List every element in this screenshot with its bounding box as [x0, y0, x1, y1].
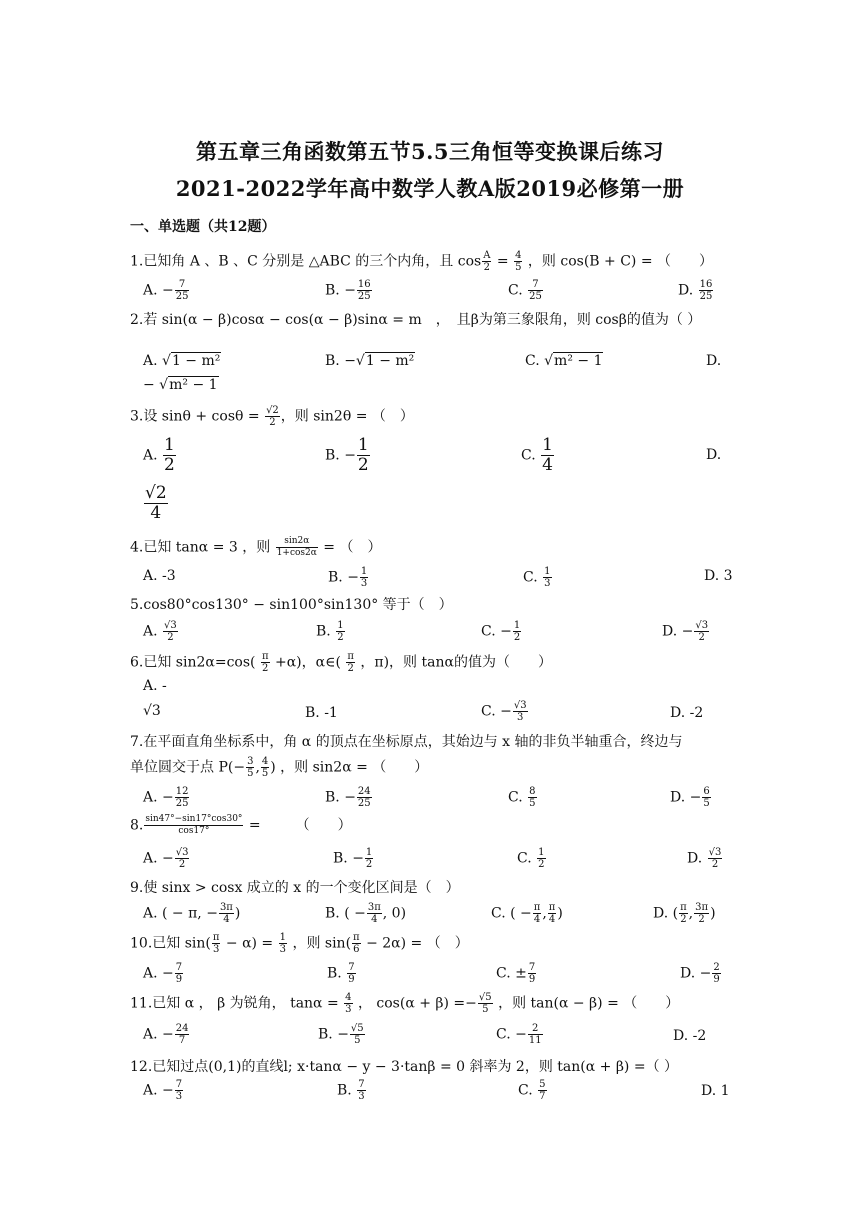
option-3d[interactable]: D. [706, 447, 722, 463]
option-9b[interactable]: B. ( − $\frac{3\pi}{4}$ , 0) [325, 902, 407, 925]
option-5c[interactable]: C. − $\frac{1}{2}$ [481, 620, 521, 643]
option-4d[interactable]: D. 3 [704, 568, 733, 584]
document-title-line-2: 2021-2022学年高中数学人教A版2019必修第一册 [175, 176, 685, 201]
option-4b[interactable]: B. − $\frac{1}{3}$ [328, 566, 368, 589]
option-1b[interactable]: B. − $\frac{16}{25}$ [325, 279, 371, 302]
option-2c[interactable]: C. √m² − 1 [525, 353, 603, 369]
question-3: 3.设 sinθ + cosθ = $\frac{√2}{2}$ ，则 sin2θ = （ ） [130, 405, 414, 428]
option-4a[interactable]: A. -3 [143, 568, 176, 584]
option-6a-continuation: √3 [143, 703, 161, 719]
fraction: $\frac{4}{5}$ [515, 250, 522, 273]
option-5b[interactable]: B. $\frac{1}{2}$ [316, 620, 344, 643]
option-1a[interactable]: A. − $\frac{7}{25}$ [143, 279, 189, 302]
section-heading: 一、单选题（共12题） [130, 219, 276, 235]
question-12: 12.已知过点(0,1)的直线l; x·tanα − y − 3·tanβ = 0 斜率为 2，则 tan(α + β) =（ ） [130, 1059, 679, 1075]
question-1: 1.已知角 A 、B 、C 分别是 △ABC 的三个内角，且 cos $\frac{A}{2}$ = $\frac{4}{5}$ ，则 cos(B + C) = （ ） [130, 250, 714, 273]
option-6b[interactable]: B. -1 [305, 705, 338, 721]
option-1c[interactable]: C. $\frac{7}{25}$ [508, 279, 542, 302]
option-3c[interactable]: C. $\frac{1}{4}$ [521, 435, 553, 475]
option-10c[interactable]: C. ± $\frac{7}{9}$ [496, 962, 536, 985]
option-3a[interactable]: A. $\frac{1}{2}$ [143, 435, 175, 475]
option-6c[interactable]: C. − $\frac{√3}{3}$ [481, 700, 527, 723]
question-4: 4.已知 tanα = 3 ，则 $\frac{\sin 2\alpha}{1+\cos 2\alpha}$ = （ ） [130, 536, 382, 558]
option-9a[interactable]: A. ( − π, − $\frac{3\pi}{4}$ ) [143, 902, 241, 925]
option-8a[interactable]: A. − $\frac{√3}{2}$ [143, 847, 189, 870]
option-10b[interactable]: B. $\frac{7}{9}$ [327, 962, 355, 985]
option-9c[interactable]: C. ( − $\frac{\pi}{4}$ , $\frac{\pi}{4}$ ) [491, 902, 563, 925]
question-9: 9.使 sinx > cosx 成立的 x 的一个变化区间是（ ） [130, 880, 460, 896]
option-4c[interactable]: C. $\frac{1}{3}$ [523, 566, 551, 589]
option-11d[interactable]: D. -2 [673, 1028, 707, 1044]
question-5: 5.cos80°cos130° − sin100°sin130° 等于（ ） [130, 597, 453, 613]
question-7-line-2: 单位圆交于点 P(− $\frac{3}{5}$ , $\frac{4}{5}$ ) ，则 sin2α = （ ） [130, 756, 429, 779]
option-9d[interactable]: D. ( $\frac{\pi}{2}$ , $\frac{3\pi}{2}$ ) [653, 902, 716, 925]
question-10: 10.已知 sin( $\frac{\pi}{3}$ − α) = $\frac{1}{3}$ ，则 sin( $\frac{\pi}{6}$ − 2α) = （ ） [130, 932, 469, 955]
question-11: 11.已知 α ， β 为锐角， tanα = $\frac{4}{3}$ ， cos(α + β) =− $\frac{√5}{5}$ ，则 tan(α − β) = （ ） [130, 992, 680, 1015]
option-11b[interactable]: B. − $\frac{√5}{5}$ [318, 1023, 364, 1046]
option-5a[interactable]: A. $\frac{√3}{2}$ [143, 620, 177, 643]
option-12b[interactable]: B. $\frac{7}{3}$ [337, 1079, 365, 1102]
option-7d[interactable]: D. − $\frac{6}{5}$ [670, 786, 710, 809]
fraction: $\frac{A}{2}$ [483, 250, 491, 273]
option-8c[interactable]: C. $\frac{1}{2}$ [517, 847, 545, 870]
option-7b[interactable]: B. − $\frac{24}{25}$ [325, 786, 371, 809]
option-7c[interactable]: C. $\frac{8}{5}$ [508, 786, 536, 809]
option-2b[interactable]: B. −√1 − m² [325, 353, 415, 369]
option-6d[interactable]: D. -2 [670, 705, 704, 721]
option-11a[interactable]: A. − $\frac{24}{7}$ [143, 1023, 189, 1046]
option-12a[interactable]: A. − $\frac{7}{3}$ [143, 1079, 183, 1102]
option-3b[interactable]: B. − $\frac{1}{2}$ [325, 435, 369, 475]
option-2d[interactable]: D. [706, 353, 722, 369]
question-7-line-1: 7.在平面直角坐标系中，角 α 的顶点在坐标原点，其始边与 x 轴的非负半轴重合，终边与 [130, 734, 683, 750]
option-7a[interactable]: A. − $\frac{12}{25}$ [143, 786, 189, 809]
option-12c[interactable]: C. $\frac{5}{7}$ [518, 1079, 546, 1102]
option-1d[interactable]: D. $\frac{16}{25}$ [678, 279, 713, 302]
option-10a[interactable]: A. − $\frac{7}{9}$ [143, 962, 183, 985]
option-6a[interactable]: A. - [143, 678, 167, 694]
question-8: 8. $\frac{\sin 47^\circ-\sin 17^\circ\cos 30^\circ}{\cos 17^\circ}$ = （ ） [130, 814, 352, 836]
option-3d-continuation: $\frac{√2}{4}$ [145, 483, 167, 523]
option-2a[interactable]: A. √1 − m² [143, 353, 221, 369]
document-title-line-1: 第五章三角函数第五节5.5三角恒等变换课后练习 [195, 139, 665, 164]
option-8d[interactable]: D. $\frac{√3}{2}$ [687, 847, 722, 870]
option-12d[interactable]: D. 1 [701, 1083, 730, 1099]
option-10d[interactable]: D. − $\frac{2}{9}$ [680, 962, 720, 985]
option-8b[interactable]: B. − $\frac{1}{2}$ [333, 847, 373, 870]
option-5d[interactable]: D. − $\frac{√3}{2}$ [662, 620, 709, 643]
option-2d-continuation: − √m² − 1 [143, 377, 218, 393]
question-2: 2.若 sin(α − β)cosα − cos(α − β)sinα = m ， 且β为第三象限角，则 cosβ的值为（ ） [130, 312, 702, 328]
question-6: 6.已知 sin2α=cos( $\frac{\pi}{2}$ +α)，α∈( $\frac{\pi}{2}$ ，π)，则 tanα的值为（ ） [130, 651, 552, 674]
option-11c[interactable]: C. − $\frac{2}{11}$ [496, 1023, 542, 1046]
